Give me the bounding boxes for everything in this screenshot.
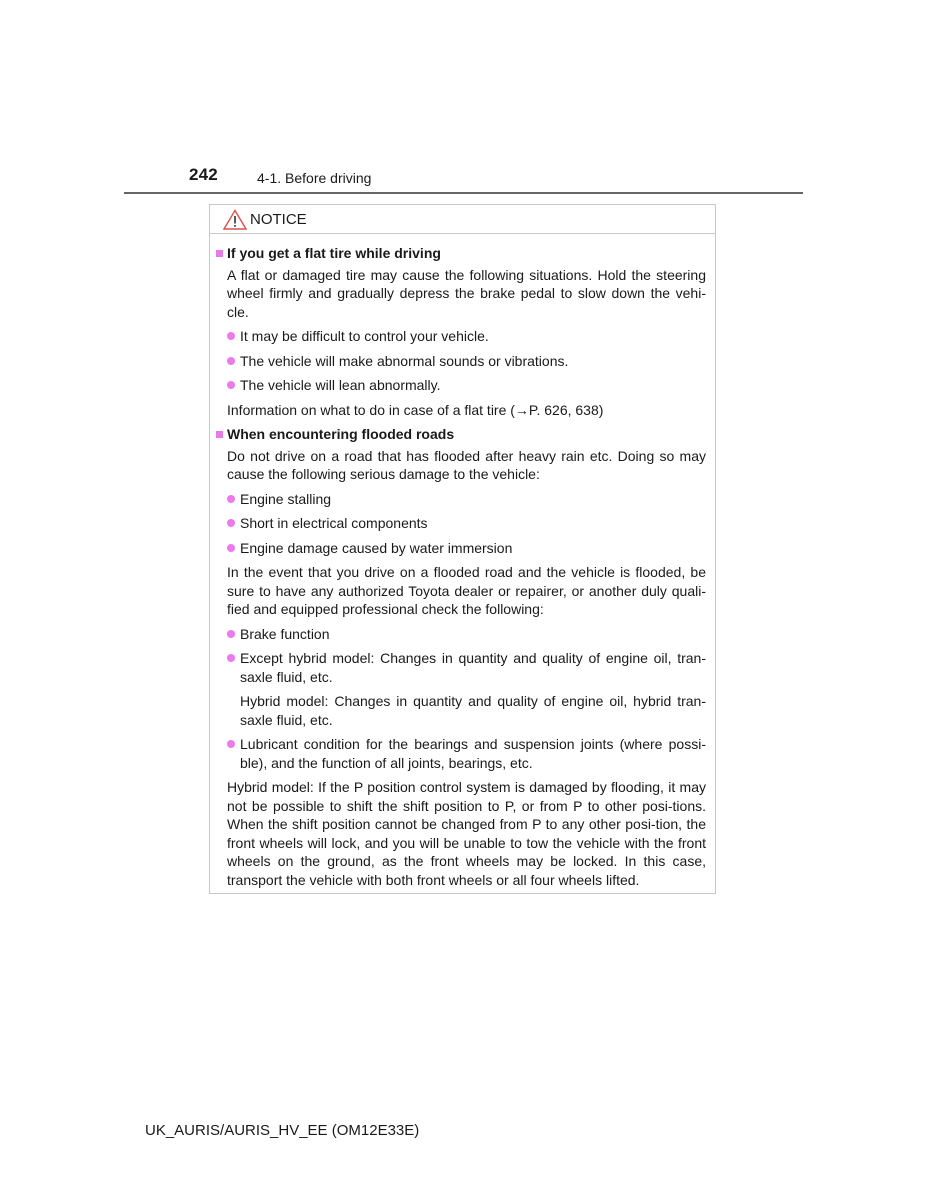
list-item — [227, 514, 706, 533]
list-item-text: Engine stalling — [240, 490, 332, 507]
list-item-text: It may be difficult to control your vehicle. — [240, 328, 489, 344]
paragraph: Do not drive on a road that has flooded after heavy rain etc. Doing so may cause the following serious damage to the vehicle: — [227, 447, 706, 482]
page-reference[interactable]: Information on what to do in case of a flat tire (→P. 626, 638) — [227, 401, 604, 418]
dot-bullet-icon — [227, 381, 235, 389]
list-item — [227, 649, 706, 686]
list-item-text: Brake function — [240, 625, 330, 642]
dot-bullet-icon — [227, 654, 235, 662]
dot-bullet-icon — [227, 740, 235, 748]
list-item-text: Lubricant condition for the bearings and suspension joints (where possi-ble), and the function of all joints, bearings, etc. — [240, 736, 706, 771]
square-bullet-icon — [216, 250, 223, 257]
heading-text: When encountering flooded roads — [227, 426, 455, 442]
list-item — [227, 352, 706, 371]
header-divider — [124, 192, 803, 194]
list-item-continuation: Hybrid model: Changes in quantity and quality of engine oil, hybrid tran-saxle fluid, etc. — [240, 693, 706, 728]
paragraph: In the event that you drive on a flooded road and the vehicle is flooded, be sure to have any authorized Toyota dealer or repairer, or another duly quali-fied and equipped professional check the following: — [227, 564, 706, 617]
list-item-text: Except hybrid model: Changes in quantity and quality of engine oil, tran-saxle fluid, etc. — [240, 650, 706, 685]
footer-code: UK_AURIS/AURIS_HV_EE (OM12E33E) — [145, 1122, 420, 1139]
list-item-text: Short in electrical components — [240, 515, 428, 531]
list-item — [227, 735, 706, 772]
list-item-text: Engine damage caused by water immersion — [240, 539, 513, 556]
section-heading-flat-tire — [216, 244, 706, 263]
notice-content — [210, 234, 715, 889]
list-item — [227, 490, 706, 509]
notice-box — [209, 204, 716, 894]
notice-title: NOTICE — [250, 210, 307, 228]
dot-bullet-icon — [227, 495, 235, 503]
dot-bullet-icon — [227, 630, 235, 638]
list-item — [227, 625, 706, 644]
list-item — [227, 327, 706, 346]
warning-triangle-icon — [223, 209, 247, 230]
dot-bullet-icon — [227, 357, 235, 365]
section-title: 4-1. Before driving — [257, 170, 372, 186]
square-bullet-icon — [216, 431, 223, 438]
list-item — [227, 539, 706, 558]
paragraph: A flat or damaged tire may cause the following situations. Hold the steering wheel firmly and gradually depress the brake pedal to slow down the vehi-cle. — [227, 266, 706, 320]
heading-text: If you get a flat tire while driving — [227, 245, 441, 261]
list-item — [227, 376, 706, 395]
notice-header — [210, 205, 715, 234]
dot-bullet-icon — [227, 519, 235, 527]
paragraph: Hybrid model: If the P position control system is damaged by flooding, it may not be possible to shift the shift position to P, or from P to other posi-tions. When the shift position cannot be changed from P to any other posi-tion, the front wheels will lock, and you will be unable to tow the vehicle with the front wheels on the ground, as the front wheels may be locked. In this case, transport the vehicle with both front wheels or all four wheels lifted. — [227, 779, 706, 888]
dot-bullet-icon — [227, 332, 235, 340]
page-number: 242 — [189, 165, 218, 184]
list-item-text: The vehicle will make abnormal sounds or vibrations. — [240, 352, 569, 369]
list-item-text: The vehicle will lean abnormally. — [240, 377, 441, 393]
section-heading-flooded-roads — [216, 425, 706, 444]
dot-bullet-icon — [227, 544, 235, 552]
